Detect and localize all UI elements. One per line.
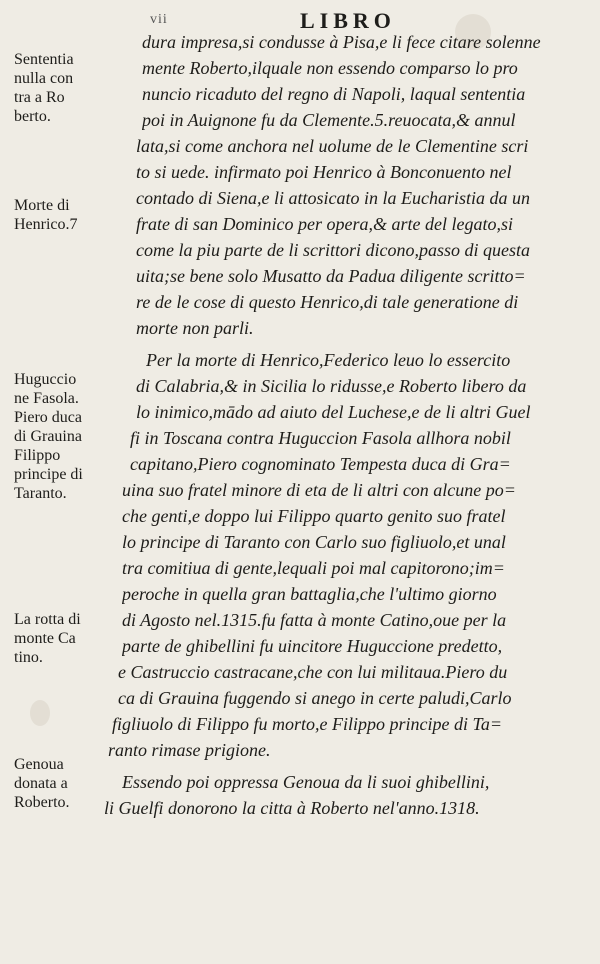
margin-note-sententia: Sententia nulla con tra a Ro berto.: [14, 51, 74, 125]
text-line: li Guelfi donorono la citta à Roberto nel'anno.1318.: [104, 798, 480, 818]
margin-note-genoua: Genoua donata a Roberto.: [14, 756, 70, 811]
text-line: to si uede. infirmato poi Henrico à Bonconuento nel: [136, 162, 512, 182]
text-line: mente Roberto,ilquale non essendo comparso lo pro: [142, 58, 518, 78]
page-stain: [30, 700, 50, 726]
text-line: che genti,e doppo lui Filippo quarto genito suo fratel: [122, 506, 506, 526]
text-line: uina suo fratel minore di eta de li altri con alcune po=: [122, 480, 516, 500]
text-line: di Agosto nel.1315.fu fatta à monte Catino,oue per la: [122, 610, 507, 630]
text-line: peroche in quella gran battaglia,che l'ultimo giorno: [122, 584, 497, 604]
text-line: morte non parli.: [136, 318, 254, 338]
text-line: tra comitiua di gente,lequali poi mal capitorono;im=: [122, 558, 505, 578]
text-line: ranto rimase prigione.: [108, 740, 271, 760]
margin-note-huguccione: Huguccio ne Fasola. Piero duca di Grauina Filippo principe di Taranto.: [14, 371, 83, 502]
text-line: dura impresa,si condusse à Pisa,e li fece citare solenne: [142, 32, 541, 52]
folio-number: vii: [150, 12, 168, 27]
text-line: poi in Auignone fu da Clemente.5.reuocata,& annul: [142, 110, 516, 130]
text-line: lo inimico,mādo ad aiuto del Luchese,e de li altri Guel: [136, 402, 531, 422]
text-line: re de le cose di questo Henrico,di tale generatione di: [136, 292, 519, 312]
text-line: capitano,Piero cognominato Tempesta duca di Gra=: [130, 454, 511, 474]
text-line: parte de ghibellini fu uincitore Huguccione predetto,: [122, 636, 503, 656]
text-line: frate di san Dominico per opera,& arte del legato,si: [136, 214, 513, 234]
running-head: LIBRO: [300, 8, 396, 33]
text-line: come la piu parte de li scrittori dicono,passo di questa: [136, 240, 530, 260]
text-line: di Calabria,& in Sicilia lo ridusse,e Roberto libero da: [136, 376, 527, 396]
margin-note-rotta: La rotta di monte Ca tino.: [14, 611, 81, 666]
text-line: Essendo poi oppressa Genoua da li suoi ghibellini,: [122, 772, 490, 792]
text-line: lata,si come anchora nel uolume de le Clementine scri: [136, 136, 529, 156]
text-line: Per la morte di Henrico,Federico leuo lo essercito: [146, 350, 511, 370]
text-line: e Castruccio castracane,che con lui militaua.Piero du: [118, 662, 508, 682]
margin-note-morte: Morte di Henrico.7: [14, 197, 78, 233]
text-line: ca di Grauina fuggendo si anego in certe paludi,Carlo: [118, 688, 512, 708]
text-line: figliuolo di Filippo fu morto,e Filippo principe di Ta=: [112, 714, 502, 734]
text-line: contado di Siena,e li attosicato in la Eucharistia da un: [136, 188, 530, 208]
text-line: uita;se bene solo Musatto da Padua diligente scritto=: [136, 266, 526, 286]
text-line: nuncio ricaduto del regno di Napoli, laqual sententia: [142, 84, 526, 104]
text-line: lo principe di Taranto con Carlo suo figliuolo,et unal: [122, 532, 506, 552]
text-line: fi in Toscana contra Huguccion Fasola allhora nobil: [130, 428, 511, 448]
